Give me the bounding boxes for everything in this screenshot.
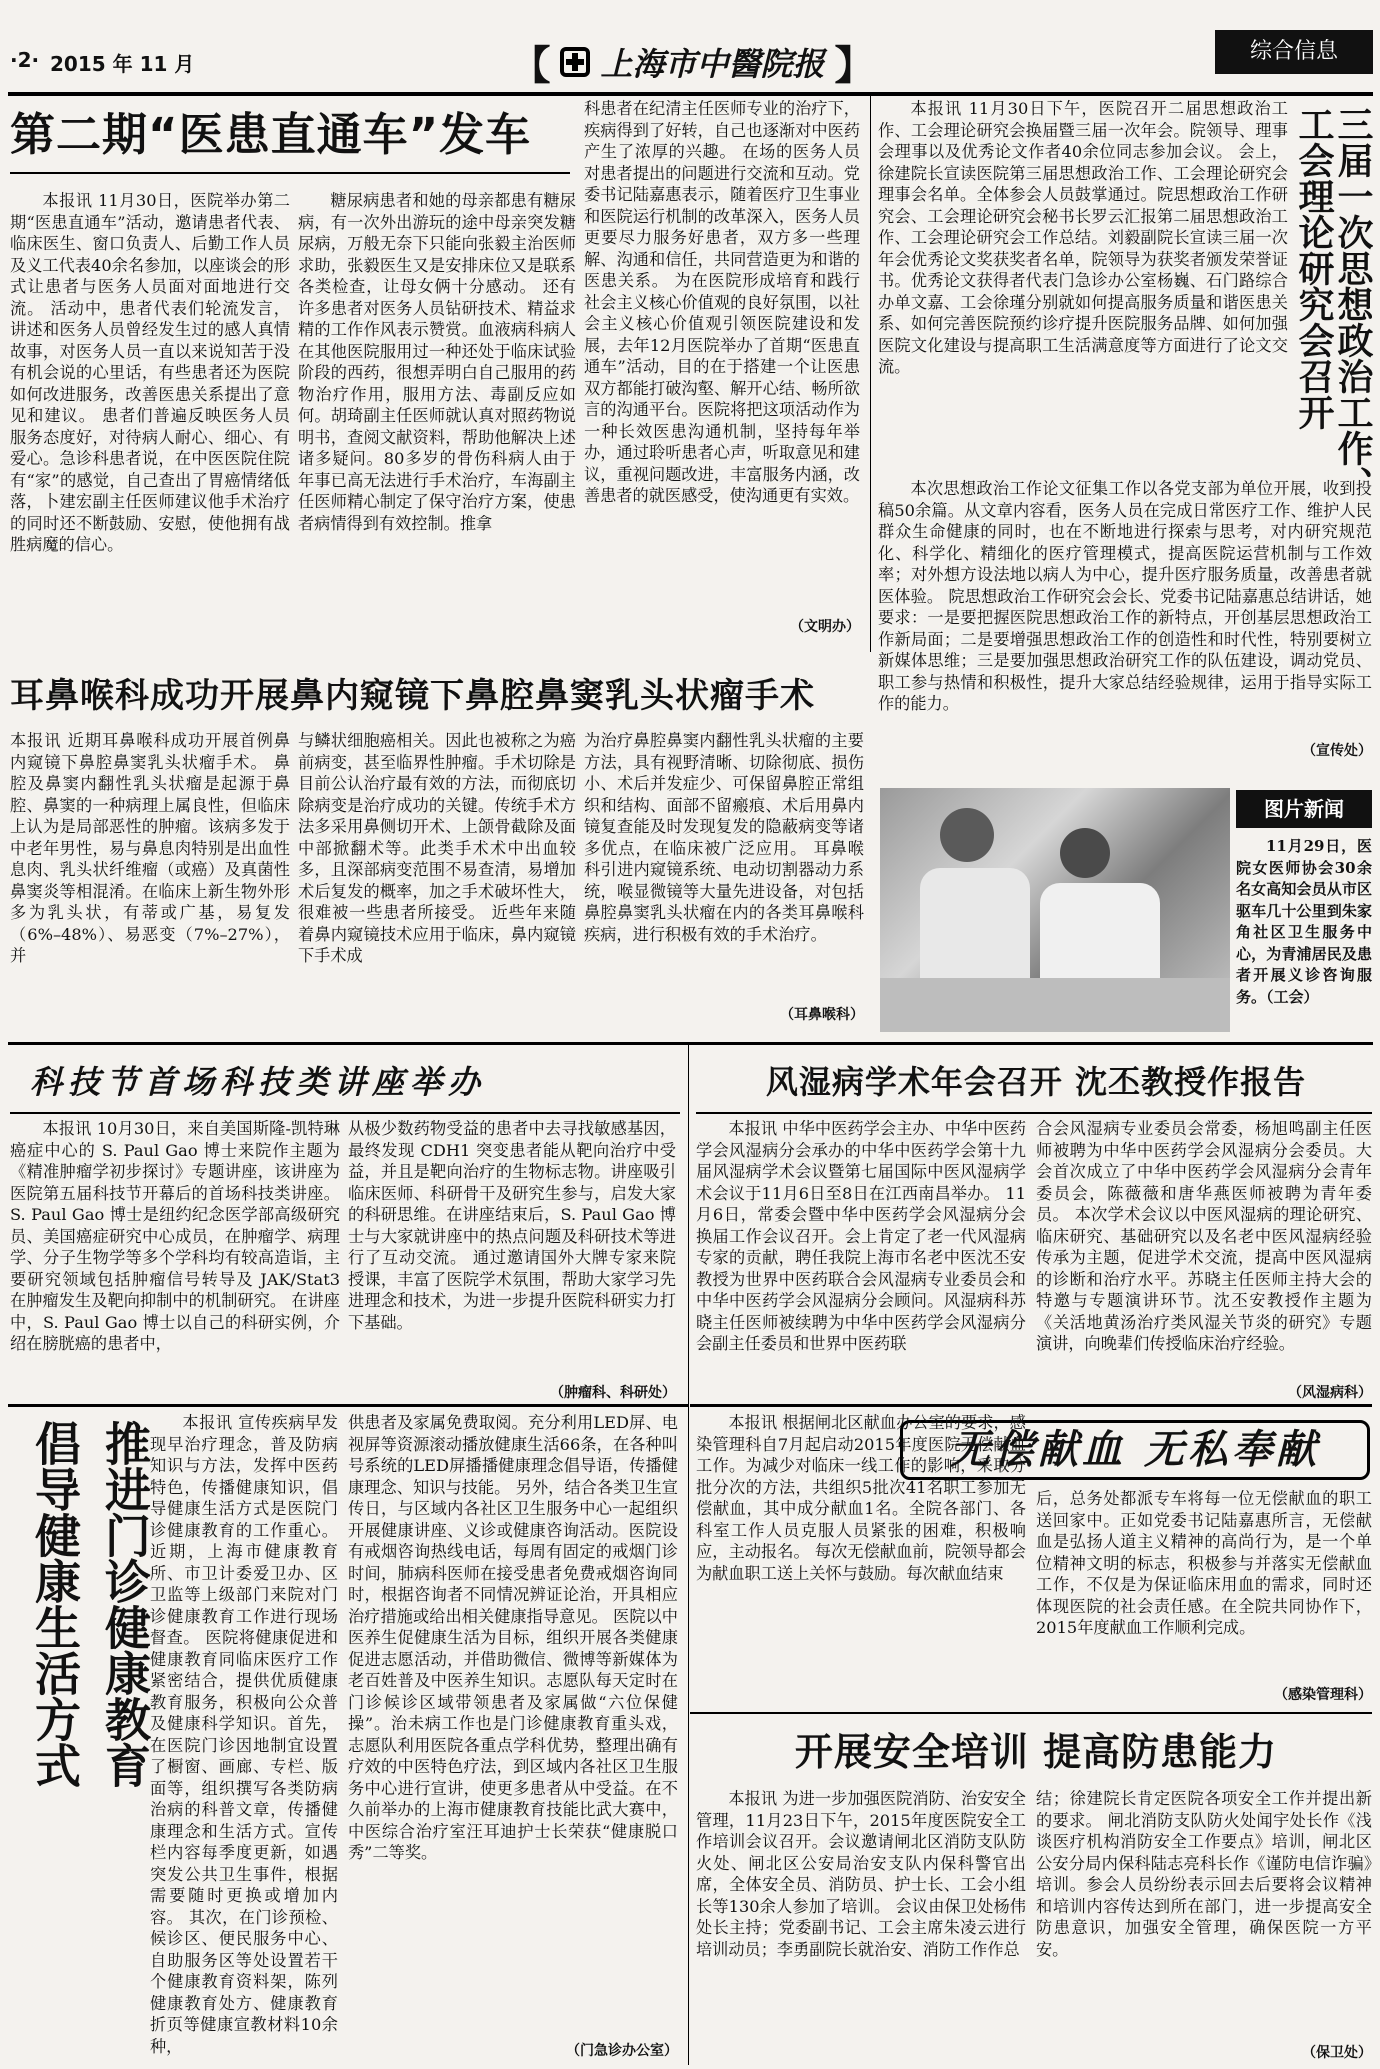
article-5-col-1: 本报讯 中华中医药学会主办、中华中医药学会风湿病分会承办的中华中医药学会第十九届风湿病学术会议暨第七届国际中医风湿病学术会议于11月6日至8日在江西南昌举办。 11月6日，常委会暨中华中医药学会风湿病分会换届工作会议召开。会上肯定了老一代风湿病专家的贡献，聘任我院上海市名老中医沈丕安教授为世界中医药联合会风湿病专业委员会和中华中医药学会风湿病分会顾问。风湿病科苏晓主任医师被续聘为中华中医药学会风湿病分会副主任委员和世界中医药联: [696, 1119, 1026, 1353]
article-2-title: 三届一次思想政治工作、工会理论研究会召开: [1293, 106, 1373, 502]
section-tag: 综合信息: [1215, 30, 1373, 74]
article-6-title: 推进门诊健康教育 倡导健康生活方式: [28, 1420, 152, 1788]
article-1-col-3: 科患者在纪清主任医师专业的治疗下，疾病得到了好转，自己也逐渐对中医药产生了浓厚的兴趣。 在场的医务人员对患者提出的问题进行交流和互动。党委书记陆嘉惠表示，随着医疗卫生事业和医院运行机制的改革深入，医务人员更要尽力服务好患者，双方多一些理解、沟通和信任，共同营造更为和谐的医患关系。 为在医院形成培育和践行社会主义核心价值观的良好氛围，以社会主义核心价值观引领医院建设和发展，去年12月医院举办了首期“医患直通车”活动，目的在于搭建一个让医患双方都能打破沟壑、解开心结、畅所欲言的沟通平台。医院将把这项活动作为一种长效医患沟通机制，坚持每年举办，通过聆听患者心声，听取意见和建议，重视问题改进，丰富服务内涵，改善患者的就医感受，使沟通更有实效。: [584, 99, 860, 505]
article-6-byline: （门急诊办公室）: [566, 2043, 678, 2059]
article-4-title: 科技节首场科技类讲座举办: [30, 1063, 487, 1101]
article-8-byline: （保卫处）: [1302, 2045, 1372, 2061]
article-5-byline: （风湿病科）: [1288, 1385, 1372, 1401]
article-3-col-3: 为治疗鼻腔鼻窦内翻性乳头状瘤的主要方法，具有视野清晰、切除彻底、损伤小、术后并发症少、可保留鼻腔正常组织和结构、面部不留瘢痕、术后用鼻内镜复查能及时发现复发的隐蔽病变等诸多优点，在临床被广泛应用。 耳鼻喉科引进内窥镜系统、电动切割器动力系统，喉显微镜等大量先进设备，对包括鼻腔鼻窦乳头状瘤在内的各类耳鼻喉科疾病，进行积极有效的手术治疗。: [584, 731, 864, 944]
photo-news-label: 图片新闻: [1236, 790, 1372, 828]
article-1-col-1: 本报讯 11月30日，医院举办第二期“医患直通车”活动，邀请患者代表、临床医生、窗口负责人、后勤工作人员及义工代表40余名参加，以座谈会的形式让患者与医务人员面对面地进行交流。 活动中，患者代表们轮流发言，讲述和医务人员曾经发生过的感人真情故事，对医务人员一直以来说知苦于没有机会说的心里话，有些患者还为医院如何改进服务，改善医患关系提出了意见和建议。 患者们普遍反映医务人员服务态度好，对待病人耐心、细心、有爱心。急诊科患者说，在中医医院住院有“家”的感觉，自己查出了胃癌情绪低落，卜建宏副主任医师建议他手术治疗的同时还不断鼓励、安慰，使他拥有战胜病魔的信心。: [10, 191, 290, 554]
article-3-col-1: 本报讯 近期耳鼻喉科成功开展首例鼻内窥镜下鼻腔鼻窦乳头状瘤手术。 鼻腔及鼻窦内翻性乳头状瘤是起源于鼻腔、鼻窦的一种病理上属良性，但临床上认为是局部恶性的肿瘤。该病多发于中老年男性，易与鼻息肉特别是出血性息肉、乳头状纤维瘤（或癌）及真菌性鼻窦炎等相混淆。在临床上新生物外形多为乳头状，有蒂或广基，易复发（6%–48%）、易恶变（7%–27%），并: [10, 731, 290, 965]
mid-rule: [8, 1042, 1373, 1045]
article-6-col-2: 供患者及家属免费取阅。充分利用LED屏、电视屏等资源滚动播放健康生活66条，在各种叫号系统的LED屏播播健康理念倡导语，传播健康理念、知识与技能。 另外，结合各类卫生宣传日，与区域内各社区卫生服务中心一起组织开展健康讲座、义诊或健康咨询活动。医院设有戒烟咨询热线电话，每周有固定的戒烟门诊时间，肺病科医师在接受患者免费戒烟咨询同时，根据咨询者不同情况辨证论治，开具相应治疗措施或给出相关健康指导意见。 医院以中医养生促健康生活为目标，组织开展各类健康促进志愿活动，并借助微信、微博等新媒体为老百姓普及中医养生知识。志愿队每天定时在门诊候诊区域带领患者及家属做“六位保健操”。治未病工作也是门诊健康教育重头戏，志愿队利用医院各重点学科优势，整理出确有疗效的中医特色疗法，到区域内各社区卫生服务中心进行宣讲，使更多患者从中受益。在不久前举办的上海市健康教育技能比武大赛中，中医综合治疗室汪耳迪护士长荣获“健康脱口秀”二等奖。: [348, 1413, 678, 1862]
article-4-title-rule: [10, 1112, 680, 1114]
article-2-byline: （宣传处）: [1302, 743, 1372, 759]
article-5-title-rule: [696, 1112, 1372, 1114]
article-5-col-2: 合会风湿病专业委员会常委，杨旭鸣副主任医师被聘为中华中医药学会风湿病分会委员。大会首次成立了中华中医药学会风湿病分会青年委员会，陈薇薇和唐华燕医师被聘为青年委员。 本次学术会议以中医风湿病的理论研究、临床研究、基础研究以及名老中医风湿病经验传承为主题，促进学术交流，提高中医风湿病的诊断和治疗水平。苏晓主任医师主持大会的特邀与专题演讲环节。沈丕安教授作主题为《关活地黄汤治疗类风湿关节炎的研究》专题演讲，向晚辈们传授临床治疗经验。: [1036, 1119, 1372, 1353]
article-1-col-2: 糖尿病患者和她的母亲都患有糖尿病，有一次外出游玩的途中母亲突发糖尿病，万般无奈下只能向张毅主治医师求助，张毅医生又是安排床位又是联系各类检查，让母女俩十分感动。 还有许多患者对医务人员钻研技术、精益求精的工作作风表示赞赏。血液病科病人在其他医院服用过一种还处于临床试验阶段的西药，很想弄明白自己服用的药物治疗作用，服用方法、毒副反应如何。胡琦副主任医师就认真对照药物说明书，查阅文献资料，帮助他解决上述诸多疑问。80多岁的骨伤科病人由于年事已高无法进行手术治疗，车海副主任医师精心制定了保守治疗方案，使患者病情得到有效控制。推拿: [298, 191, 576, 533]
masthead-title: 上海市中醫院报: [600, 45, 825, 83]
article-7-col-1: 本报讯 根据闸北区献血办公室的要求，感染管理科自7月起启动2015年度医院无偿献血工作。为减少对临床一线工作的影响，采取分批分次的方法，共组织5批次41名职工参加无偿献血，其中成分献血1名。全院各部门、各科室工作人员克服人员紧张的困难，积极响应，主动报名。 每次无偿献血前，院领导都会为献血职工送上关怀与鼓励。每次献血结束: [696, 1413, 1026, 1583]
article-8-title: 开展安全培训 提高防患能力: [794, 1730, 1278, 1774]
column-divider-2: [688, 1045, 689, 2065]
article-1-byline: （文明办）: [790, 619, 860, 635]
article-4-byline: （肿瘤科、科研处）: [550, 1385, 676, 1401]
photo-news-image: [880, 788, 1230, 1032]
photo-news-caption: 11月29日，医院女医师协会30余名女高知会员从市区驱车几十公里到朱家角社区卫生服务中心，为青浦居民及患者开展义诊咨询服务。（工会）: [1236, 837, 1372, 1006]
column-divider: [870, 96, 871, 652]
article-3-byline: （耳鼻喉科）: [780, 1007, 864, 1023]
masthead-bracket-left: 【: [510, 41, 551, 89]
safety-top-rule: [690, 1712, 1372, 1714]
masthead: [505, 36, 880, 88]
article-1-title-rule: [10, 172, 570, 174]
lower-left-rule: [8, 1404, 688, 1407]
masthead-bracket-right: 】: [834, 41, 875, 89]
lower-right-rule: [690, 1404, 1372, 1407]
article-6-col-1: 本报讯 宣传疾病早发现早治疗理念，普及防病知识与方法，发挥中医药特色，传播健康知识，倡导健康生活方式是医院门诊健康教育的工作重心。近期，上海市健康教育所、市卫计委爱卫办、区卫监等上级部门来院对门诊健康教育工作进行现场督查。 医院将健康促进和健康教育同临床医疗工作紧密结合，提供优质健康教育服务，积极向公众普及健康科学知识。首先，在医院门诊因地制宜设置了橱窗、画廊、专栏、版面等，组织撰写各类防病治病的科普文章，传播健康理念和生活方式。宣传栏内容每季度更新，如遇突发公共卫生事件，根据需要随时更换或增加内容。 其次，在门诊预检、候诊区、便民服务中心、自助服务区等处设置若干个健康教育资料架，陈列健康教育处方、健康教育折页等健康宣教材料10余种，: [150, 1413, 338, 2056]
article-8-col-2: 结；徐建院长肯定医院各项安全工作并提出新的要求。 闸北消防支队防火处闻宇处长作《浅谈医疗机构消防安全工作要点》培训，闸北区公安分局内保科陆志亮科长作《谨防电信诈骗》培训。参会人员纷纷表示回去后要将会议精神和培训内容传达到所在部门，进一步提高安全防患意识，加强安全管理，确保医院一方平安。: [1036, 1789, 1372, 1959]
article-3-col-2: 与鳞状细胞癌相关。因此也被称之为癌前病变，甚至临界性肿瘤。手术切除是目前公认治疗最有效的方法，而彻底切除病变是治疗成功的关键。传统手术方法多采用鼻侧切开术、上颌骨截除及面中部掀翻术等。此类手术术中出血较多，且深部病变范围不易查清，易增加术后复发的概率，加之手术破坏性大，很难被一些患者所接受。 近些年来随着鼻内窥镜技术应用于临床，鼻内窥镜下手术成: [298, 731, 576, 965]
article-5-title: 风湿病学术年会召开 沈丕教授作报告: [765, 1063, 1307, 1101]
article-7-col-2: 后，总务处都派专车将每一位无偿献血的职工送回家中。正如党委书记陆嘉惠所言，无偿献血是弘扬人道主义精神的高尚行为，是一个单位精神文明的标志，积极参与并落实无偿献血工作，不仅是为保证临床用血的需求，同时还体现医院的社会责任感。在全院共同协作下，2015年度献血工作顺利完成。: [1036, 1489, 1372, 1637]
article-7-byline: （感染管理科）: [1274, 1687, 1372, 1703]
article-4-col-1: 本报讯 10月30日，来自美国斯隆-凯特琳癌症中心的 S. Paul Gao 博士来院作主题为《精准肿瘤学初步探讨》专题讲座，该讲座为医院第五届科技节开幕后的首场科技类讲座。S. Paul Gao 博士是纽约纪念医学部高级研究员、美国癌症研究中心成员，在肿瘤学、病理学、分子生物学等多个学科均有较高造诣，主要研究领域包括肿瘤信号转导及 JAK/Stat3 在肿瘤发生及靶向抑制中的机制研究。 在讲座中，S. Paul Gao 博士以自己的科研实例，介绍在膀胱癌的患者中，: [10, 1119, 340, 1353]
article-7-title: 无偿献血 无私奉献: [900, 1420, 1370, 1480]
article-2-para-1: 本报讯 11月30日下午，医院召开二届思想政治工作、工会理论研究会换届暨三届一次年会。院领导、理事会理事以及优秀论文作者40余位同志参加会议。 会上，徐建院长宣读医院第三届思想政治工作、工会理论研究会理事会名单。全体参会人员鼓掌通过。院思想政治工作研究会、工会理论研究会秘书长罗云汇报第二届思想政治工作、工会理论研究会工作总结。刘毅副院长宣读三届一次年会优秀论文奖获奖者名单，院领导为获奖者颁发荣誉证书。优秀论文获得者代表门急诊办公室杨巍、石门路综合办单文嘉、工会徐瑾分别就如何提高服务质量和谐医患关系、如何完善医院预约诊疗提升医院服务品牌、如何加强医院文化建设与提高职工生活满意度等方面进行了论文交流。: [878, 99, 1288, 376]
article-3-title: 耳鼻喉科成功开展鼻内窥镜下鼻腔鼻窦乳头状瘤手术: [10, 676, 815, 716]
article-8-col-1: 本报讯 为进一步加强医院消防、治安安全管理，11月23日下午，2015年度医院安全工作培训会议召开。会议邀请闸北区消防支队防火处、闸北区公安局治安支队内保科警官出席，全体安全员、消防员、护士长、工会小组长等130余人参加了培训。 会议由保卫处杨伟处长主持；党委副书记、工会主席朱凌云进行培训动员；李勇副院长就治安、消防工作作总: [696, 1789, 1026, 1959]
page-number: ·2·: [10, 48, 40, 72]
article-1-title: 第二期“医患直通车”发车: [10, 108, 532, 161]
header-rule: [8, 92, 1373, 96]
hospital-logo-icon: [560, 47, 590, 77]
article-4-col-2: 从极少数药物受益的患者中去寻找敏感基因，最终发现 CDH1 突变患者能从靶向治疗中受益，并且是靶向治疗的生物标志物。讲座吸引临床医师、科研骨干及研究生参与，启发大家的科研思维。在讲座结束后，S. Paul Gao 博士与大家就讲座中的热点问题及科研技术等进行了互动交流。 通过邀请国外大牌专家来院授课，丰富了医院学术氛围，帮助大家学习先进理念和技术，为进一步提升医院科研实力打下基础。: [348, 1119, 676, 1332]
issue-date: 2015 年 11 月: [50, 52, 195, 76]
article-2-para-2: 本次思想政治工作论文征集工作以各党支部为单位开展，收到投稿50余篇。从文章内容看，医务人员在完成日常医疗工作、维护人民群众生命健康的同时，也在不断地进行探索与思考，对内研究规范化、科学化、精细化的医疗管理模式，提高医院运营机制与工作效率；对外想方设法地以病人为中心，提升医疗服务质量，改善患者就医体验。 院思想政治工作研究会会长、党委书记陆嘉惠总结讲话，她要求：一是要把握医院思想政治工作的新特点，开创基层思想政治工作新局面；二是要增强思想政治工作的创造性和时代性，特别要树立新媒体思维；三是要加强思想政治研究工作的队伍建设，调动党员、职工参与热情和积极性，提升大家总结经验规律，运用于指导实际工作的能力。: [878, 479, 1372, 713]
